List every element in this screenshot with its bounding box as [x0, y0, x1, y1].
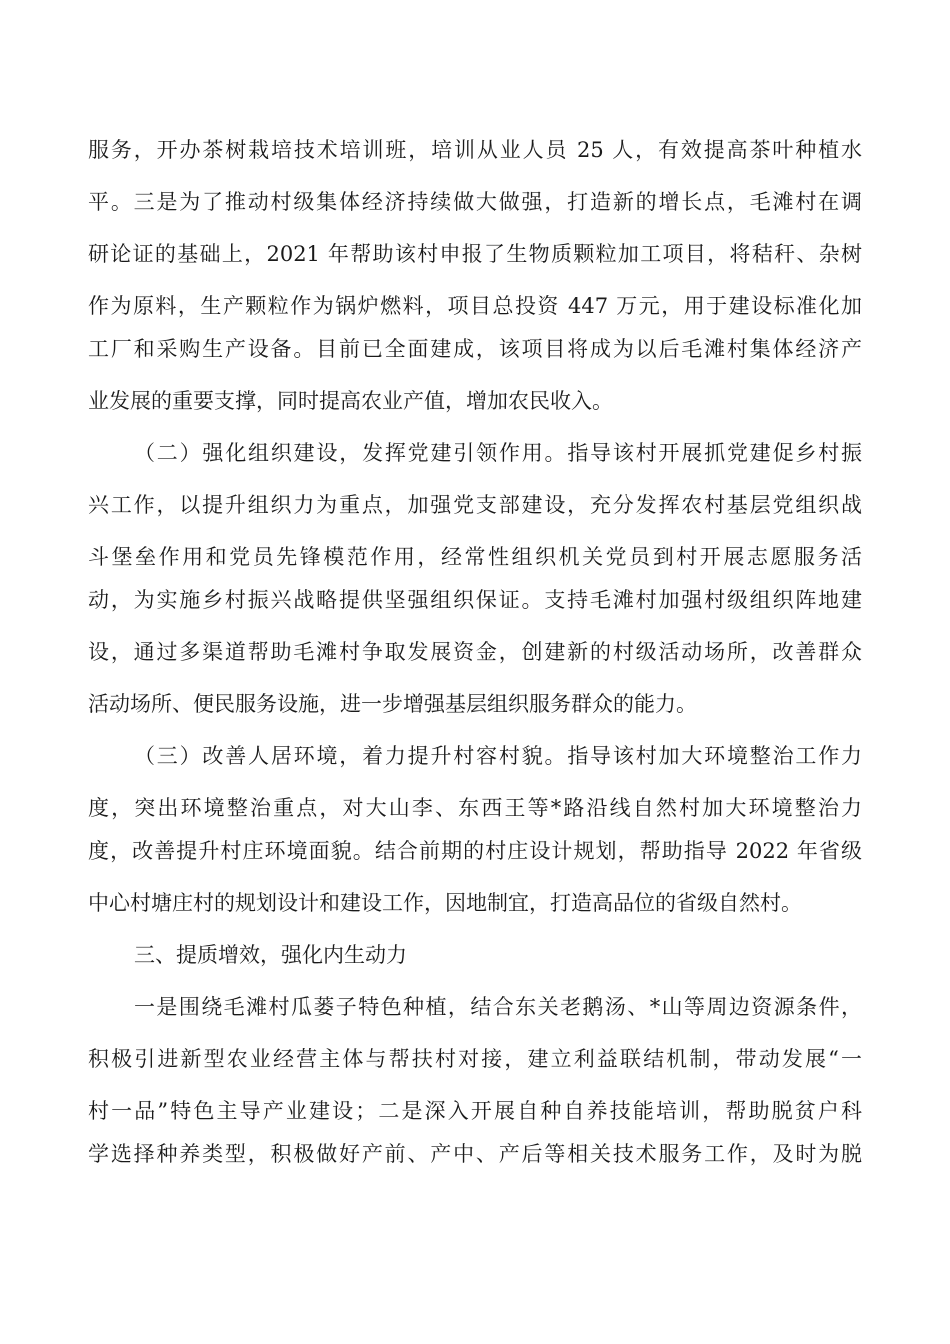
- text-line: 中心村塘庄村的规划设计和建设工作，因地制宜，打造高品位的省级自然村。: [88, 891, 802, 915]
- section-heading-line: （三）改善人居环境，着力提升村容村貌。指导该村加大环境整治工作力: [134, 744, 862, 768]
- text-line: 服务，开办茶树栽培技术培训班，培训从业人员 25 人，有效提高茶叶种植水: [88, 138, 862, 162]
- text-line: 学选择种养类型，积极做好产前、产中、产后等相关技术服务工作，及时为脱: [88, 1142, 862, 1166]
- text-line: 村一品”特色主导产业建设；二是深入开展自种自养技能培训，帮助脱贫户科: [88, 1099, 862, 1123]
- text-line: 度，突出环境整治重点，对大山李、东西王等*路沿线自然村加大环境整治力: [88, 796, 862, 820]
- text-line: 动，为实施乡村振兴战略提供坚强组织保证。支持毛滩村加强村级组织阵地建: [88, 588, 862, 612]
- text-line: 工厂和采购生产设备。目前已全面建成，该项目将成为以后毛滩村集体经济产: [88, 337, 862, 361]
- text-line: 作为原料，生产颗粒作为锅炉燃料，项目总投资 447 万元，用于建设标准化加: [88, 294, 862, 318]
- text-line: 一是围绕毛滩村瓜蒌子特色种植，结合东关老鹅汤、*山等周边资源条件，: [134, 995, 862, 1019]
- text-line: 斗堡垒作用和党员先锋模范作用，经常性组织机关党员到村开展志愿服务活: [88, 545, 862, 569]
- text-line: 研论证的基础上，2021 年帮助该村申报了生物质颗粒加工项目，将秸秆、杂树: [88, 242, 862, 266]
- section-heading-line: （二）强化组织建设，发挥党建引领作用。指导该村开展抓党建促乡村振: [134, 441, 862, 465]
- text-line: 兴工作，以提升组织力为重点，加强党支部建设，充分发挥农村基层党组织战: [88, 493, 862, 517]
- text-line: 设，通过多渠道帮助毛滩村争取发展资金，创建新的村级活动场所，改善群众: [88, 640, 862, 664]
- text-line: 平。三是为了推动村级集体经济持续做大做强，打造新的增长点，毛滩村在调: [88, 190, 862, 214]
- text-line: 度，改善提升村庄环境面貌。结合前期的村庄设计规划，帮助指导 2022 年省级: [88, 839, 862, 863]
- section-heading: 三、提质增效，强化内生动力: [134, 943, 407, 967]
- text-line: 活动场所、便民服务设施，进一步增强基层组织服务群众的能力。: [88, 692, 697, 716]
- text-line: 积极引进新型农业经营主体与帮扶村对接，建立利益联结机制，带动发展“一: [88, 1047, 862, 1071]
- text-line: 业发展的重要支撑，同时提高农业产值，增加农民收入。: [88, 389, 613, 413]
